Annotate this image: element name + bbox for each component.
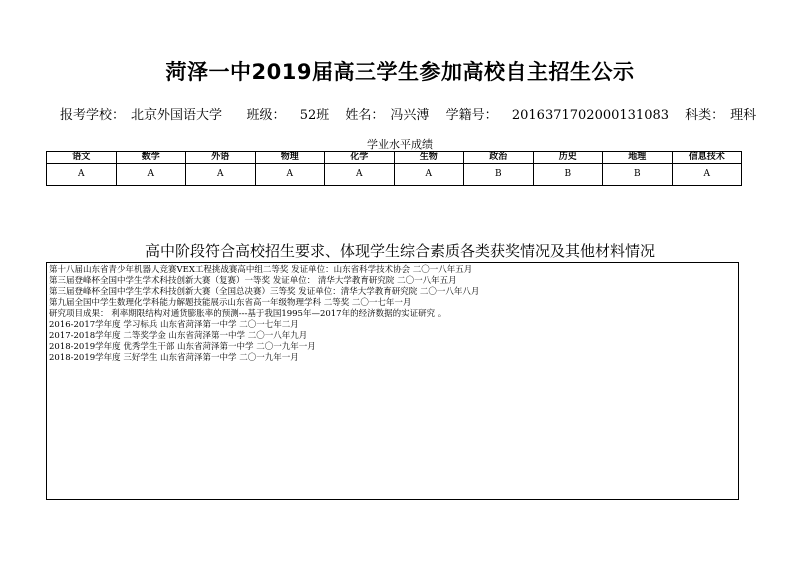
- award-item: 2017-2018学年度 二等奖学金 山东省菏泽第一中学 二〇一八年九月: [49, 331, 308, 341]
- name-label: 姓名：: [345, 108, 385, 123]
- award-item: 第三届登峰杯全国中学生学术科技创新大赛（复赛）一等奖 发证单位： 清华大学教育研究院 二〇一八年五月: [49, 276, 457, 286]
- id-field: [446, 108, 675, 123]
- subject-header: 生物: [394, 152, 464, 164]
- grade-cell: B: [533, 164, 603, 186]
- school-value: 北京外国语大学: [131, 108, 223, 123]
- class-label: 班级：: [246, 108, 286, 123]
- award-item: 第九届全国中学生数理化学科能力解题技能展示山东省高一年级物理学科 二等奖 二〇一七年一月: [49, 298, 412, 308]
- class-field: [238, 108, 335, 123]
- name-value: 冯兴溥: [390, 108, 430, 123]
- scores-table: [46, 151, 742, 186]
- subject-field: [685, 108, 762, 123]
- grade-cell: A: [47, 164, 117, 186]
- grade-cell: A: [394, 164, 464, 186]
- scores-header-row: [47, 152, 742, 164]
- subject-value: 理科: [730, 108, 757, 123]
- name-field: [345, 108, 435, 123]
- school-field: [60, 108, 228, 123]
- awards-list: [47, 263, 738, 364]
- grade-cell: A: [186, 164, 256, 186]
- subject-header: 历史: [533, 152, 603, 164]
- subject-header: 政治: [464, 152, 534, 164]
- grade-cell: B: [464, 164, 534, 186]
- subject-header: 信息技术: [672, 152, 742, 164]
- student-info: [60, 104, 757, 123]
- school-label: 报考学校：: [60, 108, 126, 123]
- id-label: 学籍号：: [445, 108, 498, 123]
- scores-title: 学业水平成绩: [367, 138, 433, 151]
- page-title: 菏泽一中2019届高三学生参加高校自主招生公示: [165, 60, 635, 84]
- awards-box: [46, 262, 739, 500]
- award-item: 2018-2019学年度 三好学生 山东省菏泽第一中学 二〇一九年一月: [49, 353, 299, 363]
- grade-cell: A: [116, 164, 186, 186]
- awards-title: 高中阶段符合高校招生要求、体现学生综合素质各类获奖情况及其他材料情况: [144, 242, 655, 260]
- id-value: 2016371702000131083: [511, 108, 670, 123]
- subject-header: 外语: [186, 152, 256, 164]
- award-item: 2016-2017学年度 学习标兵 山东省菏泽第一中学 二〇一七年二月: [49, 320, 299, 330]
- subject-label: 科类：: [685, 108, 725, 123]
- subject-header: 化学: [325, 152, 395, 164]
- award-item: 第十八届山东省青少年机器人竞赛VEX工程挑战赛高中组二等奖 发证单位：山东省科学技术协会 二〇一八年五月: [49, 265, 473, 275]
- grade-cell: B: [603, 164, 673, 186]
- class-value: 52班: [299, 108, 330, 123]
- subject-header: 物理: [255, 152, 325, 164]
- grade-cell: A: [325, 164, 395, 186]
- grade-cell: A: [672, 164, 742, 186]
- scores-grade-row: [47, 164, 742, 186]
- award-item: 2018-2019学年度 优秀学生干部 山东省菏泽第一中学 二〇一九年一月: [49, 342, 316, 352]
- award-item: 第三届登峰杯全国中学生学术科技创新大赛（全国总决赛）三等奖 发证单位：清华大学教育研究院 二〇一八年八月: [49, 287, 480, 297]
- subject-header: 数学: [116, 152, 186, 164]
- grade-cell: A: [255, 164, 325, 186]
- subject-header: 地理: [603, 152, 673, 164]
- subject-header: 语文: [47, 152, 117, 164]
- award-item: 研究项目成果： 利率期限结构对通货膨胀率的预测---基于我国1995年—2017年的经济数据的实证研究 。: [49, 309, 447, 319]
